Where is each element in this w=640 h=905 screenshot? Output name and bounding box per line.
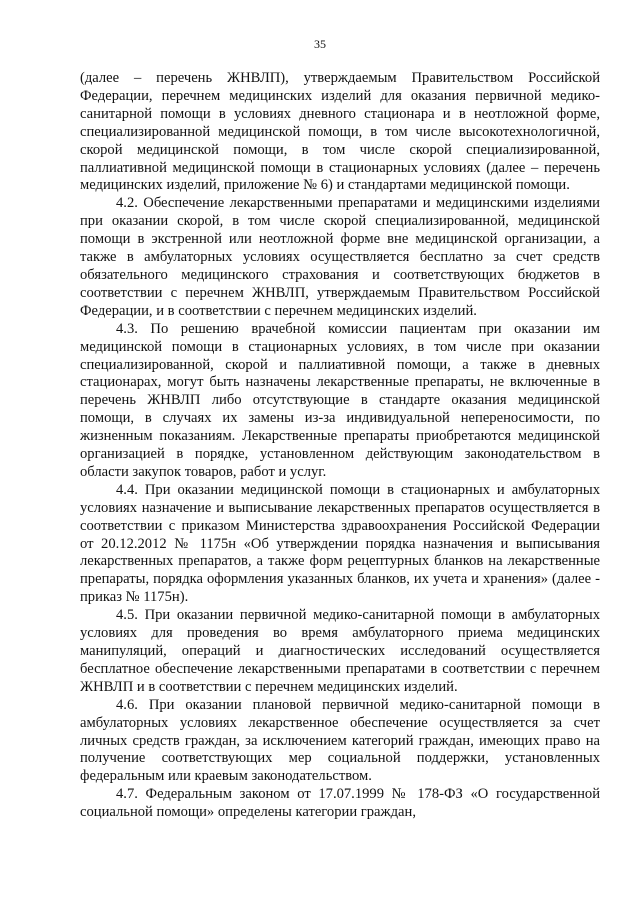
paragraph-4-2: 4.2. Обеспечение лекарственными препаратами и медицинскими изделиями при оказании скорой, в том числе скорой специализированной, медицинской помощи в экстренной или неотложной форме вне медицинской организации, а также в амбулаторных условиях осуществляется бесплатно за счет средств обязательного медицинского страхования и соответствующих бюджетов в соответствии с перечнем ЖНВЛП, утверждаемым Правительством Российской Федерации, и в соответствии с перечнем медицинских изделий. [80,195,600,319]
page-number: 35 [314,37,326,51]
paragraph-4-7: 4.7. Федеральным законом от 17.07.1999 № 178-ФЗ «О государственной социальной помощи» определены категории граждан, [80,786,600,821]
paragraph-4-5: 4.5. При оказании первичной медико-санитарной помощи в амбулаторных условиях для проведения во время амбулаторного приема медицинских манипуляций, операций и диагностических исследований осуществляется бесплатное обеспечение лекарственными препаратами в соответствии с перечнем ЖНВЛП и в соответствии с перечнем медицинских изделий. [80,607,600,695]
paragraph-4-4: 4.4. При оказании медицинской помощи в стационарных и амбулаторных условиях назначение и выписывание лекарственных препаратов осуществляется в соответствии с приказом Министерства здравоохранения Российской Федерации от 20.12.2012 № 1175н «Об утверждении порядка назначения и выписывания лекарственных препаратов, а также форм рецептурных бланков на лекарственные препараты, порядка оформления указанных бланков, их учета и хранения» (далее - приказ № 1175н). [80,481,600,606]
document-body [80,70,600,822]
paragraph-4-6: 4.6. При оказании плановой первичной медико-санитарной помощи в амбулаторных условиях лекарственное обеспечение осуществляется за счет личных средств граждан, за исключением категорий граждан, имеющих право на получение соответствующих мер социальной поддержки, установленных федеральным или краевым законодательством. [80,696,600,785]
paragraph-continuation: (далее – перечень ЖНВЛП), утверждаемым Правительством Российской Федерации, перечнем медицинских изделий для оказания первичной медико-санитарной помощи в условиях дневного стационара и в неотложной форме, специализированной медицинской помощи, в том числе высокотехнологичной, скорой медицинской помощи, в том числе скорой специализированной, паллиативной медицинской помощи в стационарных условиях (далее – перечень медицинских изделий, приложение № 6) и стандартами медицинской помощи. [80,70,600,194]
paragraph-4-3: 4.3. По решению врачебной комиссии пациентам при оказании им медицинской помощи в стационарных условиях, в том числе при оказании специализированной, скорой и паллиативной помощи, а также в дневных стационарах, могут быть назначены лекарственные препараты, не включенные в перечень ЖНВЛП либо отсутствующие в стандарте оказания медицинской помощи, в случаях их замены из-за индивидуальной непереносимости, по жизненным показаниям. Лекарственные препараты приобретаются медицинской организацией в порядке, установленном действующим законодательством в области закупок товаров, работ и услуг. [80,320,600,480]
